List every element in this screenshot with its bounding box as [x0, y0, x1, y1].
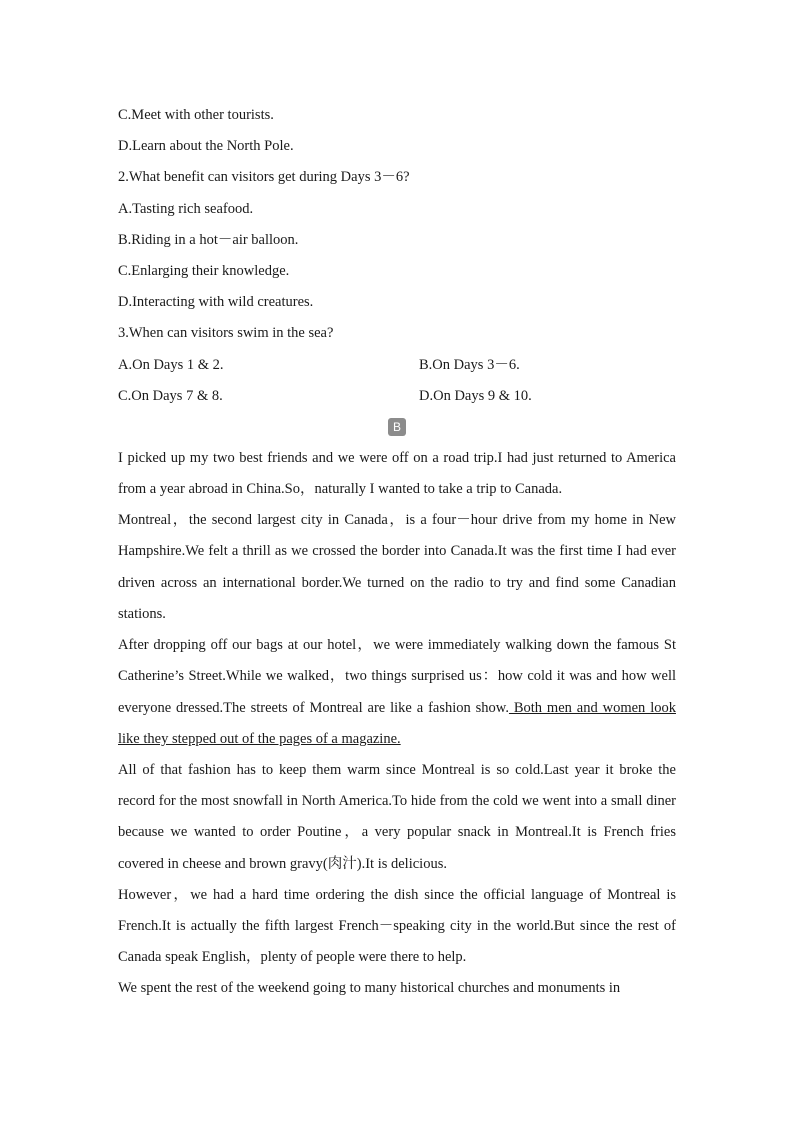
- q1-option-d: D.Learn about the North Pole.: [118, 138, 294, 155]
- passage-paragraph-1: I picked up my two best friends and we were off on a road trip.I had just returned to America from a year abroad in China.So，naturally I wanted to take a trip to Canada.: [118, 449, 676, 498]
- passage-paragraph-3: [118, 630, 676, 755]
- underlined-sentence: Both men and women look like they stepped out of the pages of a magazine.: [118, 699, 676, 747]
- q1-option-c: C.Meet with other tourists.: [118, 107, 274, 123]
- q3-option-d: D.On Days 9 & 10.: [419, 387, 532, 404]
- q3-question: 3.When can visitors swim in the sea?: [118, 325, 334, 342]
- q3-options-row-2: [118, 381, 676, 412]
- q2-option-c: C.Enlarging their knowledge.: [118, 262, 290, 279]
- section-header: [118, 412, 676, 443]
- paragraph-3-text: After dropping off our bags at our hotel，we were immediately walking down the famous St Catherine’s Street.While we walked，two things surprised us：how cold it was and how well everyone dressed.The streets of Montreal are like a fashion show.: [118, 637, 676, 716]
- q2-question: 2.What benefit can visitors get during Days 3－6?: [118, 169, 410, 186]
- document-page: [118, 100, 676, 1005]
- passage-paragraph-5: However，we had a hard time ordering the dish since the official language of Montreal is French.It is actually the fifth largest French－speaking city in the world.But since the rest of Canada speak English，plenty of people were there to help.: [118, 886, 676, 966]
- q3-option-b: B.On Days 3－6.: [419, 356, 520, 373]
- passage-paragraph-6: We spent the rest of the weekend going to many historical churches and monuments in: [118, 980, 621, 997]
- passage-paragraph-2: Montreal，the second largest city in Canada，is a four－hour drive from my home in New Hampshire.We felt a thrill as we crossed the border into Canada.It was the first time I had ever driven across an international border.We turned on the radio to try and find some Canadian stations.: [118, 512, 676, 622]
- q2-option-a: A.Tasting rich seafood.: [118, 200, 254, 217]
- q3-option-a: A.On Days 1 & 2.: [118, 356, 224, 373]
- q3-option-c: C.On Days 7 & 8.: [118, 387, 223, 404]
- passage-paragraph-4: All of that fashion has to keep them warm since Montreal is so cold.Last year it broke the record for the most snowfall in North America.To hide from the cold we went into a small diner because we wanted to order Poutine，a very popular snack in Montreal.It is French fries covered in cheese and brown gravy(肉汁).It is delicious.: [118, 761, 676, 872]
- q2-option-d: D.Interacting with wild creatures.: [118, 294, 314, 311]
- section-label-badge: B: [388, 418, 406, 436]
- q3-options-row-1: [118, 350, 676, 381]
- q2-option-b: B.Riding in a hot－air balloon.: [118, 231, 299, 248]
